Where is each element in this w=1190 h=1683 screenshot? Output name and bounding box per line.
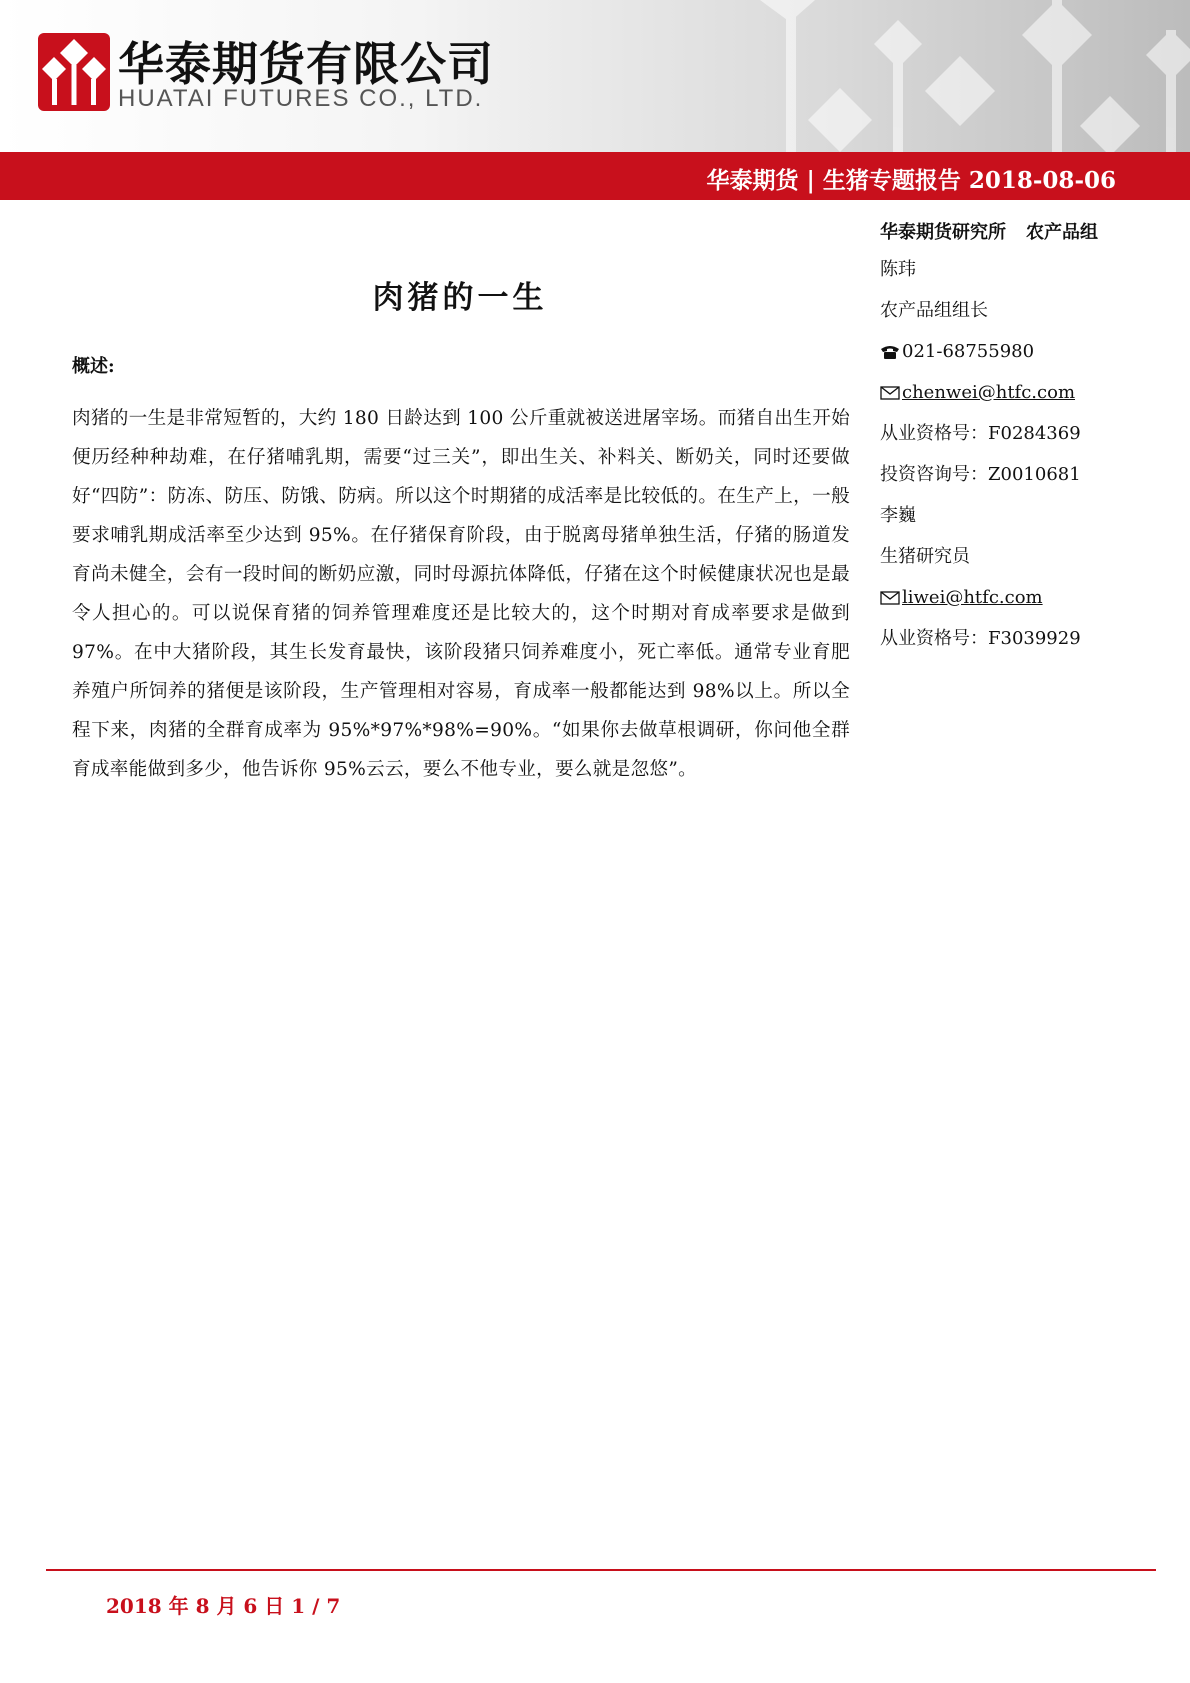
page-title: 肉猪的一生 — [372, 280, 548, 316]
phone-icon — [880, 344, 900, 360]
author-sidebar — [880, 217, 1170, 659]
license-number: F0284369 — [988, 423, 1081, 444]
analyst-consult-row — [880, 454, 1170, 495]
footer-divider — [46, 1569, 1156, 1571]
mail-icon — [880, 385, 900, 401]
analyst-email-link[interactable]: liwei@htfc.com — [902, 587, 1043, 608]
analyst-title: 生猪研究员 — [880, 546, 970, 567]
report-banner-text: 华泰期货 | 生猪专题报告 2018-08-06 — [706, 167, 1116, 194]
analyst-phone-row — [880, 331, 1170, 372]
analyst-email-link[interactable]: chenwei@htfc.com — [902, 382, 1076, 403]
analyst-phone: 021-68755980 — [902, 341, 1035, 362]
consult-label: 投资咨询号： — [880, 464, 988, 485]
license-label: 从业资格号： — [880, 423, 988, 444]
mail-icon — [880, 590, 900, 606]
company-name-en: HUATAI FUTURES CO., LTD. — [118, 85, 484, 112]
license-number: F3039929 — [988, 628, 1081, 649]
footer-date-page: 2018 年 8 月 6 日 1 / 7 — [106, 1594, 341, 1618]
license-label: 从业资格号： — [880, 628, 988, 649]
company-name-cn: 华泰期货有限公司 — [118, 37, 494, 91]
research-org — [880, 217, 1170, 249]
analyst-email-row — [880, 577, 1170, 618]
overview-heading: 概述: — [72, 356, 115, 377]
analyst-email-row — [880, 372, 1170, 413]
analyst-name: 陈玮 — [880, 259, 916, 280]
analyst-title: 农产品组组长 — [880, 300, 988, 321]
analyst-name: 李巍 — [880, 505, 916, 526]
consult-number: Z0010681 — [988, 464, 1081, 485]
report-banner — [0, 152, 1190, 200]
huatai-logo-icon — [38, 33, 110, 111]
analyst-license-row — [880, 413, 1170, 454]
page-header — [0, 0, 1190, 152]
org-name: 华泰期货研究所 — [880, 222, 1006, 243]
org-group: 农产品组 — [1026, 222, 1098, 243]
analyst-license-row — [880, 618, 1170, 659]
overview-paragraph: 肉猪的一生是非常短暂的，大约 180 日龄达到 100 公斤重就被送进屠宰场。而猪自出生开始便历经种种劫难，在仔猪哺乳期，需要“过三关”，即出生关、补料关、断奶关，同时还要做好“四防”：防冻、防压、防饿、防病。所以这个时期猪的成活率是比较低的。在生产上，一般要求哺乳期成活率至少达到 95%。在仔猪保育阶段，由于脱离母猪单独生活，仔猪的肠道发育尚未健全，会有一段时间的断奶应激，同时母源抗体降低，仔猪在这个时候健康状况也是最令人担心的。可以说保育猪的饲养管理难度还是比较大的，这个时期对育成率要求是做到 97%。在中大猪阶段，其生长发育最快，该阶段猪只饲养难度小，死亡率低。通常专业育肥养殖户所饲养的猪便是该阶段，生产管理相对容易，育成率一般都能达到 98%以上。所以全程下来，肉猪的全群育成率为 95%*97%*98%=90%。“如果你去做草根调研，你问他全群育成率能做到多少，他告诉你 95%云云，要么不他专业，要么就是忽悠”。 — [72, 408, 850, 780]
